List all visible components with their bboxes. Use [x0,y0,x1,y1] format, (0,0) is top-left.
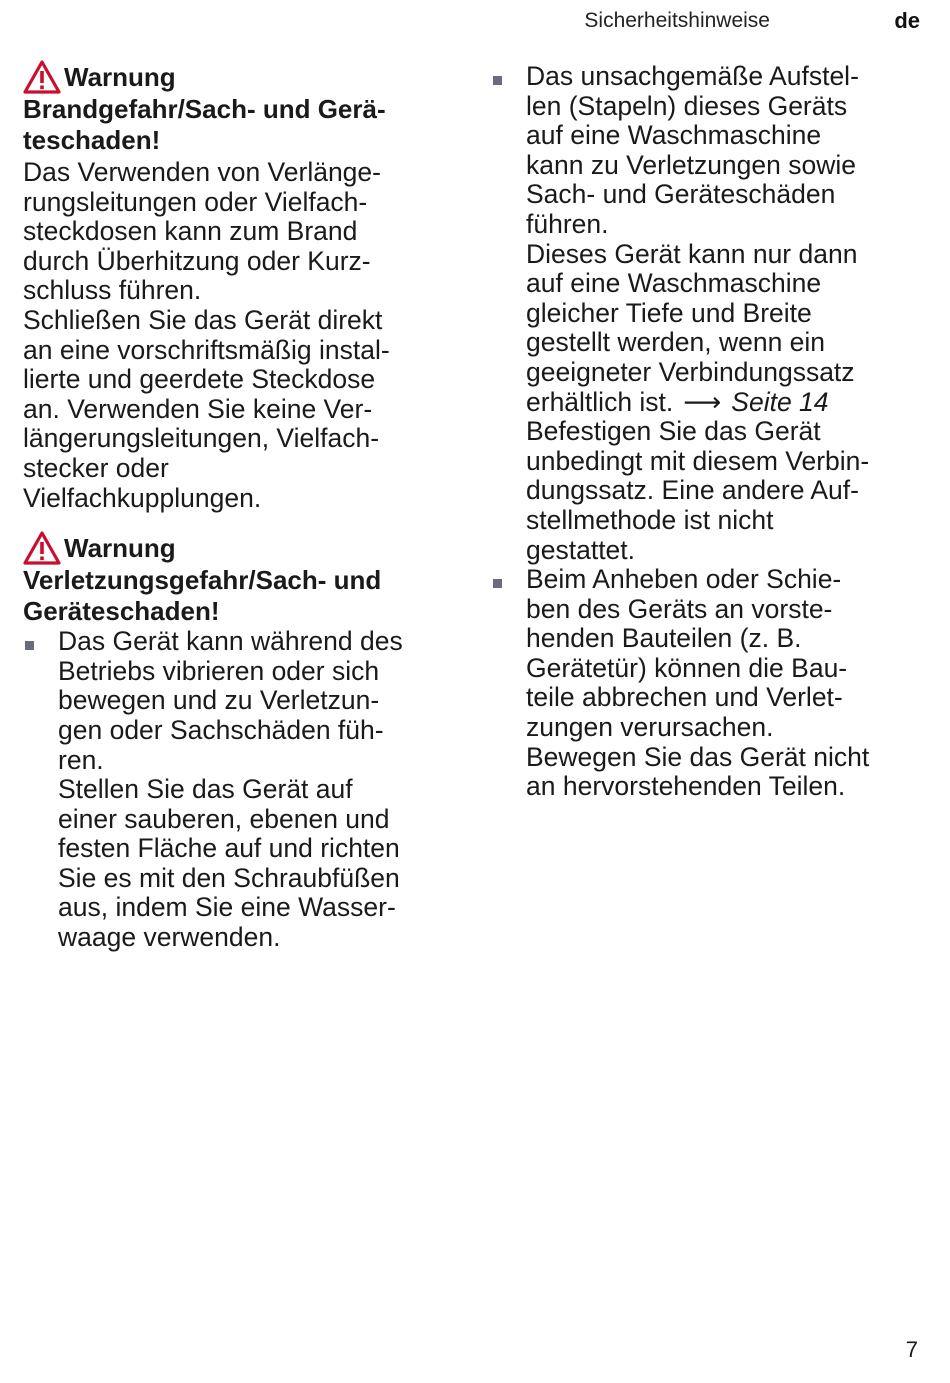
ref-text: erhältlich ist. [526,386,674,417]
warning-heading-fire [23,60,448,156]
warning-paragraph: Schließen Sie das Gerät direkt an eine vorschriftsmäßig instal- lierte und geerdete Steckdose an. Verwenden Sie keine Ver- längerungsleitungen, Vielfach- stecker oder Vielfachkupplungen. [23,304,390,513]
language-code: de [894,8,920,33]
bullet-square-icon [493,579,502,588]
right-column [491,62,931,802]
warning-heading-injury [23,531,448,627]
bullet-square-icon [25,641,34,650]
warning-paragraph: Das Verwenden von Verlänge- rungsleitungen oder Vielfach- steckdosen kann zum Brand durch Überhitzung oder Kurz- schluss führen. [23,157,381,306]
page-number: 7 [905,1337,918,1362]
bullet-item [491,565,931,802]
page-reference-link[interactable]: Seite 14 [731,386,829,417]
warning-label: Warnung [64,61,176,92]
running-header-section: Sicherheitshinweise [584,9,770,32]
warning-subtitle-line: teschaden! [23,125,161,155]
bullet-paragraph: Das Gerät kann während des Betriebs vibrieren oder sich bewegen und zu Verletzun- gen oder Sachschäden füh- ren. [58,626,403,775]
bullet-paragraph: Stellen Sie das Gerät auf einer sauberen, ebenen und festen Fläche auf und richten Sie es mit den Schraubfüßen aus, indem Sie eine Wasser- waage verwenden. [58,774,400,953]
warning-subtitle-line: Geräteschaden! [23,596,220,627]
bullet-item [23,627,448,953]
warning-subtitle-line: Brandgefahr/Sach- und Gerä- [23,94,386,124]
arrow-right-icon: ⟶ [683,386,722,417]
warning-triangle-icon [23,60,61,94]
bullet-paragraph: Das unsachgemäße Aufstel- len (Stapeln) dieses Geräts auf eine Waschmaschine kann zu Verletzungen sowie Sach- und Geräteschäden führen. [526,61,859,239]
left-column [23,60,448,953]
bullet-paragraph: Beim Anheben oder Schie- ben des Geräts an vorste- henden Bauteilen (z. B. Gerätetür) können die Bau- teile abbrechen und Verlet- zungen verursachen. [526,564,848,743]
bullet-square-icon [493,76,502,85]
bullet-item [491,62,931,565]
bullet-paragraph: Dieses Gerät kann nur dann auf eine Waschmaschine gleicher Tiefe und Breite gestellt werden, wenn ein geeigneter Verbindungssatz erhältlich ist. ⟶ Seite 14 Befestigen Sie das Gerät unbedingt mit diesem Verbin- dungssatz. Eine andere Auf- stellmethode ist nicht gestattet. [526,238,870,565]
warning-triangle-icon [23,531,61,565]
warning-subtitle-line: Verletzungsgefahr/Sach- und [23,565,382,596]
warning-label: Warnung [64,532,176,563]
bullet-paragraph: Bewegen Sie das Gerät nicht an hervorstehenden Teilen. [526,741,870,802]
